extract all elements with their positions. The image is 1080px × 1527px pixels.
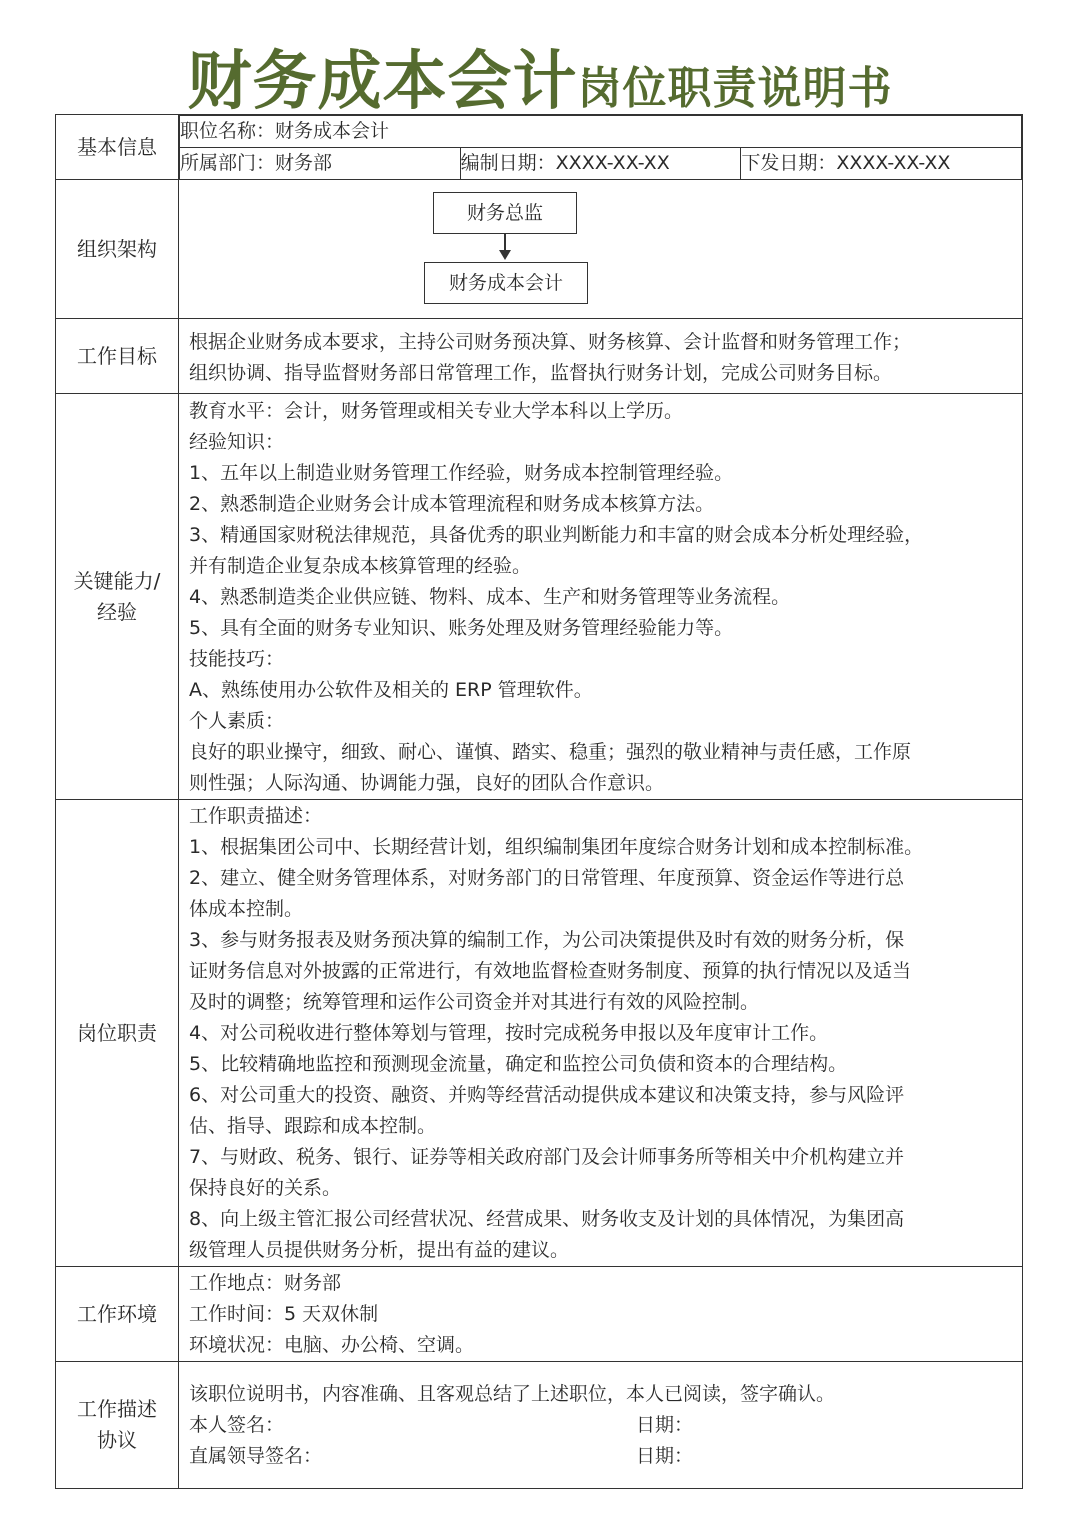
row-duties [56,800,1023,1267]
basic-info-cell [179,115,1023,180]
ability-line: 教育水平：会计，财务管理或相关专业大学本科以上学历。 [189,400,684,422]
department: 所属部门：财务部 [180,148,461,180]
position-name: 职位名称：财务成本会计 [180,116,1022,148]
ability-line: 则性强；人际沟通、协调能力强，良好的团队合作意识。 [189,772,665,794]
label-org: 组织架构 [56,180,179,319]
ability-line: A、熟练使用办公软件及相关的 ERP 管理软件。 [189,679,593,701]
org-box-finance-director: 财务总监 [433,192,577,234]
row-basic-info [56,115,1023,180]
goal-line: 组织协调、指导监督财务部日常管理工作，监督执行财务计划，完成公司财务目标。 [189,362,893,384]
ability-line: 良好的职业操守，细致、耐心、谨慎、踏实、稳重；强烈的敬业精神与责任感，工作原 [189,741,912,763]
title-main: 财务成本会计 [187,44,578,119]
ability-line: 3、精通国家财税法律规范，具备优秀的职业判断能力和丰富的财会成本分析处理经验， [189,524,924,546]
goal-line: 根据企业财务成本要求，主持公司财务预决算、财务核算、会计监督和财务管理工作； [189,331,912,353]
ability-line: 4、熟悉制造类企业供应链、物料、成本、生产和财务管理等业务流程。 [189,586,791,608]
duty-line: 5、比较精确地监控和预测现金流量，确定和监控公司负债和资本的合理结构。 [189,1053,848,1075]
row-ability [56,394,1023,800]
environment-line: 工作地点：财务部 [189,1272,342,1294]
agreement-statement: 该职位说明书，内容准确、且客观总结了上述职位，本人已阅读，签字确认。 [189,1383,836,1405]
ability-line: 2、熟悉制造企业财务会计成本管理流程和财务成本核算方法。 [189,493,715,515]
label-ability [56,394,179,800]
environment-line: 工作时间：5 天双休制 [189,1303,379,1325]
duty-line: 保持良好的关系。 [189,1177,342,1199]
duty-line: 工作职责描述： [189,805,323,827]
duty-line: 2、建立、健全财务管理体系，对财务部门的日常管理、年度预算、资金运作等进行总 [189,867,905,889]
agreement-content [179,1362,1023,1489]
ability-line: 并有制造企业复杂成本核算管理的经验。 [189,555,532,577]
duty-line: 1、根据集团公司中、长期经营计划，组织编制集团年度综合财务计划和成本控制标准。 [189,836,924,858]
basic-info-grid [179,115,1022,179]
duty-line: 体成本控制。 [189,898,304,920]
duty-line: 证财务信息对外披露的正常进行，有效地监督检查财务制度、预算的执行情况以及适当 [189,960,912,982]
org-box-cost-accountant: 财务成本会计 [424,262,588,304]
duty-line: 级管理人员提供财务分析，提出有益的建议。 [189,1239,570,1261]
leader-sign-label: 直属领导签名： [189,1445,323,1467]
arrow-down-icon [499,250,511,260]
page-title [0,30,1080,122]
ability-line: 技能技巧： [189,648,285,670]
issue-date: 下发日期：XXXX-XX-XX [741,148,1022,180]
ability-content [179,394,1023,800]
duty-line: 6、对公司重大的投资、融资、并购等经营活动提供成本建议和决策支持，参与风险评 [189,1084,905,1106]
goal-content [179,319,1023,394]
job-description-table [55,114,1023,1489]
self-sign-row [189,1410,1014,1441]
duty-line: 估、指导、跟踪和成本控制。 [189,1115,437,1137]
duty-line: 8、向上级主管汇报公司经营状况、经营成果、财务收支及计划的具体情况，为集团高 [189,1208,905,1230]
row-goal [56,319,1023,394]
label-goal: 工作目标 [56,319,179,394]
label-agreement [56,1362,179,1489]
label-agreement-line2: 协议 [97,1428,137,1452]
ability-line: 经验知识： [189,431,285,453]
self-sign-label: 本人签名： [189,1414,285,1436]
row-agreement [56,1362,1023,1489]
duty-line: 7、与财政、税务、银行、证券等相关政府部门及会计师事务所等相关中介机构建立并 [189,1146,905,1168]
label-ability-line2: 经验 [97,599,137,624]
label-basic-info: 基本信息 [56,115,179,180]
leader-sign-date-label: 日期： [636,1445,694,1467]
label-agreement-line1: 工作描述 [77,1397,157,1421]
compile-date: 编制日期：XXXX-XX-XX [460,148,741,180]
self-sign-date-label: 日期： [636,1414,694,1436]
label-environment: 工作环境 [56,1267,179,1362]
title-sub: 岗位职责说明书 [577,63,893,114]
ability-line: 5、具有全面的财务专业知识、账务处理及财务管理经验能力等。 [189,617,734,639]
duty-line: 4、对公司税收进行整体筹划与管理，按时完成税务申报以及年度审计工作。 [189,1022,829,1044]
ability-line: 1、五年以上制造业财务管理工作经验，财务成本控制管理经验。 [189,462,734,484]
environment-line: 环境状况：电脑、办公椅、空调。 [189,1334,475,1356]
duty-line: 及时的调整；统筹管理和运作公司资金并对其进行有效的风险控制。 [189,991,760,1013]
duties-content [179,800,1023,1267]
label-ability-line1: 关键能力/ [73,568,161,593]
label-duties: 岗位职责 [56,800,179,1267]
leader-sign-row [189,1441,1014,1472]
duty-line: 3、参与财务报表及财务预决算的编制工作，为公司决策提供及时有效的财务分析，保 [189,929,905,951]
ability-line: 个人素质： [189,710,285,732]
row-org [56,180,1023,319]
org-chart [179,180,1023,319]
row-environment [56,1267,1023,1362]
environment-content [179,1267,1023,1362]
